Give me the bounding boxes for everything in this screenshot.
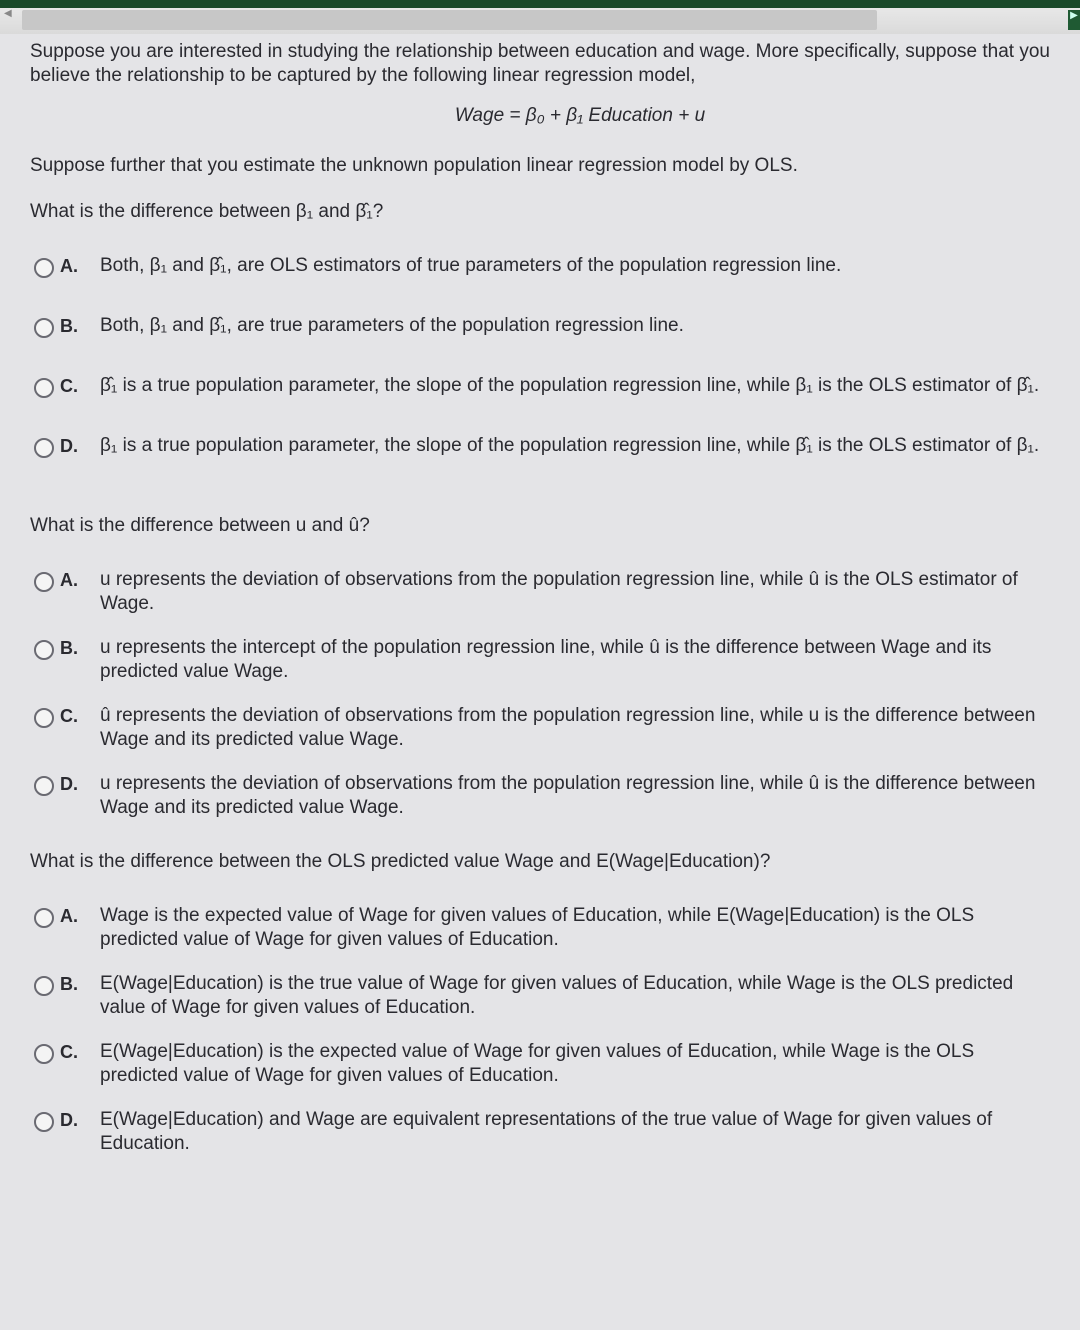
radio-button[interactable] bbox=[34, 1112, 54, 1132]
q3-option-b[interactable]: B. E(Wage|Education) is the true value of Wage for given values of Education, while Wage is the OLS predicted value of Wage for given values of Education. bbox=[30, 972, 1050, 1020]
question-content bbox=[30, 38, 1050, 1176]
radio-button[interactable] bbox=[34, 708, 54, 728]
question-1-prompt: What is the difference between β₁ and β̂₁? bbox=[30, 201, 384, 222]
radio-button[interactable] bbox=[34, 908, 54, 928]
q2-option-c[interactable]: C. û represents the deviation of observations from the population regression line, while u is the difference between Wage and its predicted value Wage. bbox=[30, 704, 1050, 752]
q1-option-d[interactable]: D. β₁ is a true population parameter, the slope of the population regression line, while β̂₁ is the OLS estimator of β₁. bbox=[30, 434, 1050, 474]
question-2-options bbox=[30, 568, 1050, 820]
regression-equation: Wage = β₀ + β₁ Education + u bbox=[454, 105, 706, 126]
q1-option-a[interactable]: A. Both, β₁ and β̂₁, are OLS estimators of true parameters of the population regression line. bbox=[30, 254, 1050, 294]
q3-option-d[interactable]: D. E(Wage|Education) and Wage are equivalent representations of the true value of Wage for given values of Education. bbox=[30, 1108, 1050, 1156]
radio-button[interactable] bbox=[34, 776, 54, 796]
q1-option-c[interactable]: C. β̂₁ is a true population parameter, the slope of the population regression line, while β₁ is the OLS estimator of β̂₁. bbox=[30, 374, 1050, 414]
intro-text: Suppose you are interested in studying the relationship between education and wage. More specifically, suppose that you believe the relationship to be captured by the following linear regression model, bbox=[30, 41, 1050, 86]
window-edge bbox=[0, 0, 1080, 8]
radio-button[interactable] bbox=[34, 572, 54, 592]
question-3-prompt: What is the difference between the OLS predicted value Wage and E(Wage|Education)? bbox=[30, 851, 771, 872]
scrollbar-thumb[interactable] bbox=[22, 10, 877, 30]
question-2-prompt: What is the difference between u and û? bbox=[30, 515, 370, 536]
radio-button[interactable] bbox=[34, 640, 54, 660]
radio-button[interactable] bbox=[34, 258, 54, 278]
radio-button[interactable] bbox=[34, 438, 54, 458]
radio-button[interactable] bbox=[34, 1044, 54, 1064]
question-3-options bbox=[30, 904, 1050, 1156]
scroll-left-arrow-icon[interactable]: ◀ bbox=[4, 8, 12, 19]
q2-option-d[interactable]: D. u represents the deviation of observations from the population regression line, while û is the difference between Wage and its predicted value Wage. bbox=[30, 772, 1050, 820]
ols-statement: Suppose further that you estimate the unknown population linear regression model by OLS. bbox=[30, 155, 798, 176]
radio-button[interactable] bbox=[34, 378, 54, 398]
question-1-options bbox=[30, 254, 1050, 474]
top-scrollbar[interactable] bbox=[0, 0, 1080, 34]
radio-button[interactable] bbox=[34, 318, 54, 338]
q3-option-c[interactable]: C. E(Wage|Education) is the expected value of Wage for given values of Education, while Wage is the OLS predicted value of Wage for given values of Education. bbox=[30, 1040, 1050, 1088]
radio-button[interactable] bbox=[34, 976, 54, 996]
q2-option-b[interactable]: B. u represents the intercept of the population regression line, while û is the difference between Wage and its predicted value Wage. bbox=[30, 636, 1050, 684]
q3-option-a[interactable]: A. Wage is the expected value of Wage for given values of Education, while E(Wage|Education) is the OLS predicted value of Wage for given values of Education. bbox=[30, 904, 1050, 952]
q2-option-a[interactable]: A. u represents the deviation of observations from the population regression line, while û is the OLS estimator of Wage. bbox=[30, 568, 1050, 616]
scroll-right-arrow-icon[interactable]: ▶ bbox=[1068, 10, 1080, 30]
q1-option-b[interactable]: B. Both, β₁ and β̂₁, are true parameters of the population regression line. bbox=[30, 314, 1050, 354]
